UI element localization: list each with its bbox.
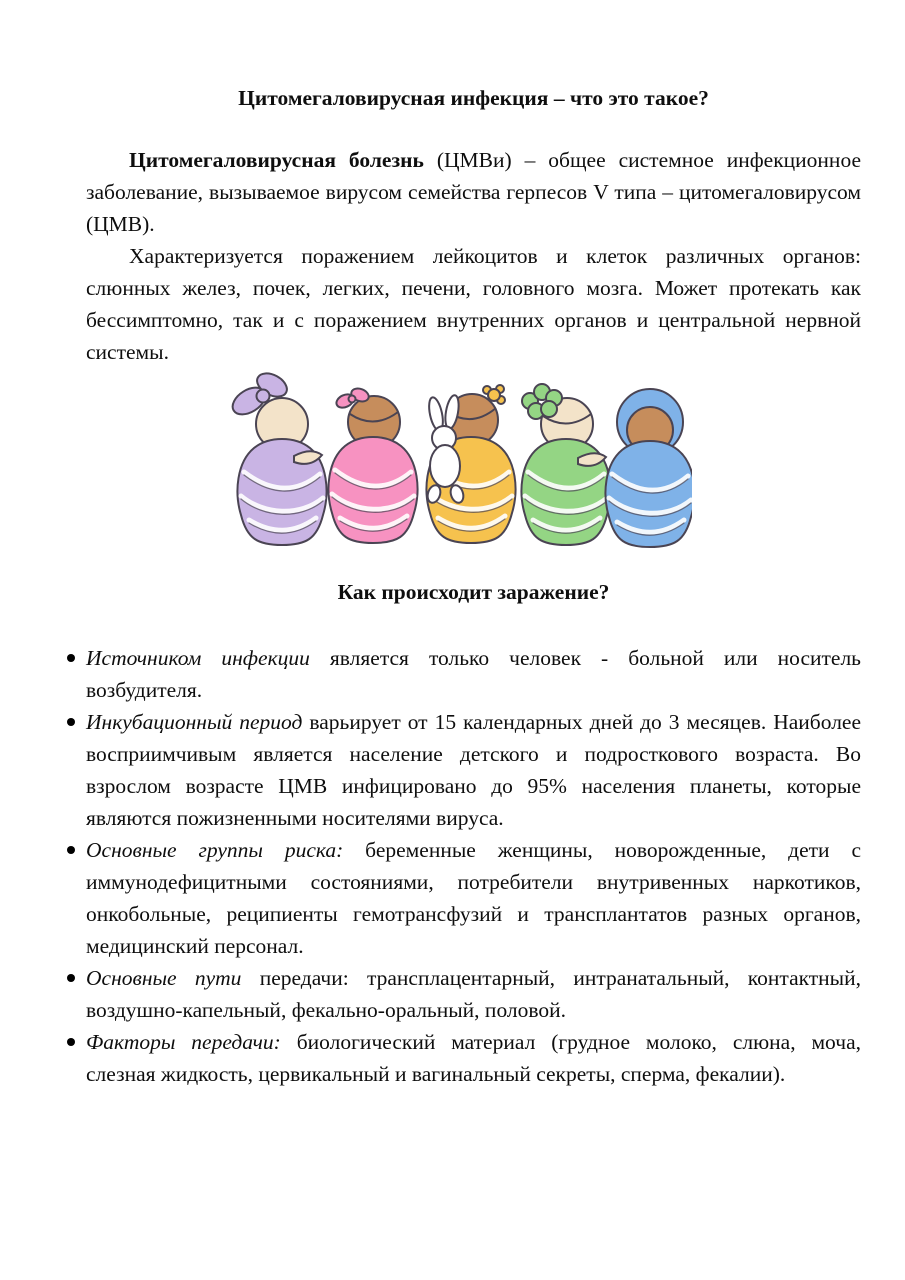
baby-green bbox=[521, 384, 610, 545]
list-item-text: Источником инфекции является только человек - больной или носитель возбудителя. bbox=[86, 646, 861, 702]
bullet-marker bbox=[67, 974, 75, 982]
list-item-text: Основные пути передачи: трансплацентарный, интранатальный, контактный, воздушно-капельный, фекально-оральный, половой. bbox=[86, 966, 861, 1022]
paragraph-definition: Цитомегаловирусная болезнь (ЦМВи) – общее системное инфекционное заболевание, вызываемое вирусом семейства герпесов V типа – цитомегаловирусом (ЦМВ). bbox=[86, 148, 861, 236]
list-item-text: Факторы передачи: биологический материал (грудное молоко, слюна, моча, слезная жидкость, цервикальный и вагинальный секреты, сперма, фекалии). bbox=[86, 1030, 861, 1086]
section-title: Как происходит заражение? bbox=[337, 580, 610, 604]
list-item-text: Основные группы риска: беременные женщины, новорожденные, дети с иммунодефицитными состояниями, потребители внутривенных наркотиков, онкобольные, реципиенты гемотрансфузий и трансплантатов разных органов, медицинский персонал. bbox=[86, 838, 861, 958]
list-item-text: Инкубационный период варьирует от 15 календарных дней до 3 месяцев. Наиболее восприимчивым является население детского и подросткового возраста. Во взрослом возрасте ЦМВ инфицировано до 95% населения планеты, которые являются пожизненными носителями вируса. bbox=[86, 710, 862, 830]
page-title: Цитомегаловирусная инфекция – что это такое? bbox=[238, 86, 709, 110]
bullet-marker bbox=[67, 654, 75, 662]
bullet-marker bbox=[67, 846, 75, 854]
babies-illustration-svg bbox=[222, 370, 692, 550]
list-item bbox=[86, 1026, 861, 1090]
transmission-bullet-list bbox=[86, 642, 861, 1090]
babies-illustration bbox=[222, 370, 692, 550]
bullet-marker bbox=[67, 718, 75, 726]
bullet-marker bbox=[67, 1038, 75, 1046]
list-item bbox=[86, 706, 861, 834]
paragraph-characteristics: Характеризуется поражением лейкоцитов и клеток различных органов: слюнных желез, почек, легких, печени, головного мозга. Может протекать как бессимптомно, так и с поражением внутренних органов и центральной нервной системы. bbox=[86, 244, 861, 364]
green-flower-icon bbox=[522, 384, 562, 419]
baby-purple bbox=[228, 370, 327, 545]
baby-blue bbox=[605, 389, 692, 547]
list-item bbox=[86, 642, 861, 706]
baby-pink bbox=[328, 386, 417, 543]
list-item bbox=[86, 834, 861, 962]
baby-yellow bbox=[426, 385, 516, 543]
list-item bbox=[86, 962, 861, 1026]
